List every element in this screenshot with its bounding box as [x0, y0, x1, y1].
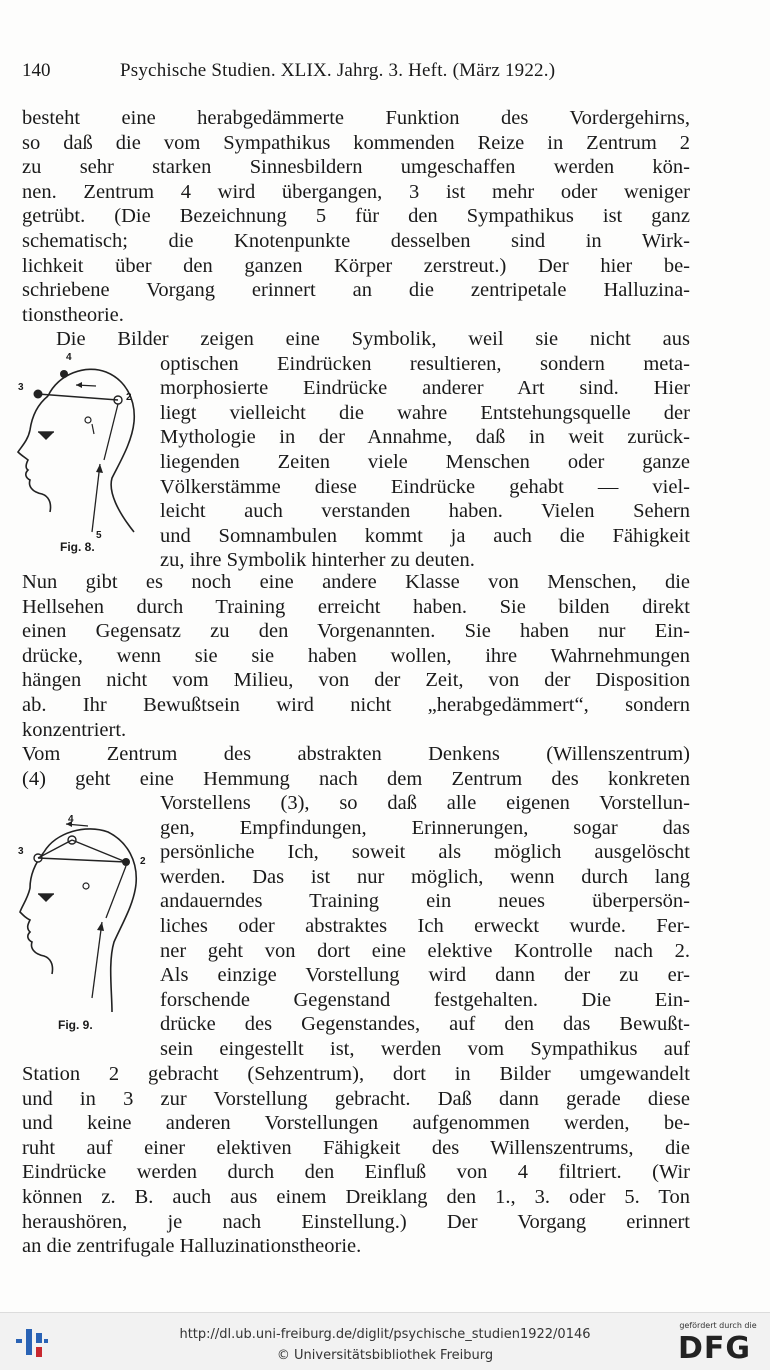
text-line: sein eingestellt ist, werden vom Sympathikus auf	[160, 1038, 690, 1060]
fig8-label-5: 5	[96, 530, 102, 541]
text-line: so daß die vom Sympathikus kommenden Reize in Zentrum 2	[22, 131, 690, 154]
text-line: Vom Zentrum des abstrakten Denkens (Willenszentrum)	[22, 743, 690, 766]
text-line: liegenden Zeiten viele Menschen oder ganze	[160, 451, 690, 473]
text-line: forschende Gegenstand festgehalten. Die Ein-	[160, 988, 690, 1011]
viewer-footer	[0, 1312, 770, 1370]
text-line: Hellsehen durch Training erreicht haben. Sie bilden direkt	[22, 595, 690, 618]
text-line: leicht auch verstanden haben. Vielen Sehern	[160, 500, 690, 523]
text-line: Vorstellens (3), so daß alle eigenen Vorstellun-	[160, 792, 690, 814]
text-line: konzentriert.	[22, 718, 127, 741]
text-line: hängen nicht vom Milieu, von der Zeit, von der Disposition	[22, 669, 690, 692]
text-line: besteht eine herabgedämmerte Funktion des Vordergehirns,	[22, 107, 690, 129]
text-line: und keine anderen Vorstellungen aufgenommen werden, be-	[22, 1112, 690, 1135]
text-line: und Somnambulen kommt ja auch die Fähigkeit	[160, 524, 690, 547]
text-line: ner geht von dort eine elektive Kontrolle nach 2.	[160, 939, 690, 962]
fig8-label-3: 3	[18, 382, 24, 393]
text-line: zu, ihre Symbolik hinterher zu deuten.	[160, 549, 475, 572]
text-line: persönliche Ich, soweit als möglich ausgelöscht	[160, 841, 690, 864]
text-line: gen, Empfindungen, Erinnerungen, sogar das	[160, 816, 690, 839]
text-line: Die Bilder zeigen eine Symbolik, weil sie nicht aus	[56, 328, 690, 350]
figure-9-head-diagram	[8, 812, 158, 1042]
text-line: drücke, wenn sie sie haben wollen, ihre Wahrnehmungen	[22, 644, 690, 667]
dfg-logo-text: DFG	[678, 1331, 752, 1366]
text-line: andauerndes Training ein neues überpersön-	[160, 890, 690, 913]
text-line: an die zentrifugale Halluzinationstheorie.	[22, 1235, 362, 1258]
running-title: Psychische Studien. XLIX. Jahrg. 3. Heft. (März 1922.)	[120, 60, 556, 81]
text-line: schriebene Vorgang erinnert an die zentripetale Halluzina-	[22, 279, 690, 302]
page-number: 140	[22, 60, 51, 81]
fig8-label-4: 4	[66, 352, 72, 363]
text-line: optischen Eindrücken resultieren, sondern meta-	[160, 352, 690, 375]
text-line: Nun gibt es noch eine andere Klasse von Menschen, die	[22, 571, 690, 593]
text-line: und in 3 zur Vorstellung gebracht. Daß dann gerade diese	[22, 1087, 690, 1110]
text-line: Eindrücke werden durch den Einfluß von 4 filtriert. (Wir	[22, 1161, 690, 1184]
text-line: Völkerstämme diese Eindrücke gehabt — viel-	[160, 475, 690, 498]
text-line: ab. Ihr Bewußtsein wird nicht „herabgedämmert“, sondern	[22, 694, 690, 716]
text-line: getrübt. (Die Bezeichnung 5 für den Sympathikus ist ganz	[22, 205, 690, 228]
text-line: Station 2 gebracht (Sehzentrum), dort in Bilder umgewandelt	[22, 1063, 690, 1085]
text-line: zu sehr starken Sinnesbildern umgeschaffen werden kön-	[22, 156, 690, 179]
text-line: nen. Zentrum 4 wird übergangen, 3 ist mehr oder weniger	[22, 180, 690, 203]
text-line: können z. B. auch aus einem Dreiklang den 1., 3. oder 5. Ton	[22, 1186, 690, 1208]
text-line: Als einzige Vorstellung wird dann der zu er-	[160, 964, 690, 987]
text-line: morphosierte Eindrücke anderer Art sind. Hier	[160, 377, 690, 400]
text-line: drücke des Gegenstandes, auf den das Bewußt-	[160, 1013, 690, 1036]
copyright-notice: © Universitätsbibliothek Freiburg	[276, 1348, 494, 1363]
text-line: ruht auf einer elektiven Fähigkeit des Willenszentrums, die	[22, 1136, 690, 1159]
document-url-link[interactable]: http://dl.ub.uni-freiburg.de/diglit/psychische_studien1922/0146	[179, 1327, 591, 1342]
text-line: heraushören, je nach Einstellung.) Der Vorgang erinnert	[22, 1210, 690, 1233]
running-header	[22, 60, 722, 88]
figure-8-head-diagram	[8, 352, 158, 562]
dfg-logo	[676, 1321, 760, 1365]
text-line: Mythologie in der Annahme, daß in weit zurück-	[160, 426, 690, 449]
text-line: schematisch; die Knotenpunkte desselben sind in Wirk-	[22, 230, 690, 252]
head-profile-icon	[8, 812, 158, 1042]
text-line: werden. Das ist nur möglich, wenn durch lang	[160, 865, 690, 888]
text-line: tionstheorie.	[22, 303, 124, 326]
head-profile-icon	[8, 352, 158, 562]
fig9-label-2: 2	[140, 856, 146, 867]
fig9-caption: Fig. 9.	[58, 1018, 93, 1032]
fig8-label-2: 2	[126, 392, 132, 403]
fig9-label-3: 3	[18, 846, 24, 857]
text-line: liches oder abstraktes Ich erweckt wurde. Fer-	[160, 915, 690, 937]
dfg-funding-text: gefördert durch die	[679, 1321, 757, 1330]
text-line: liegt vielleicht die wahre Entstehungsquelle der	[160, 401, 690, 424]
fig8-caption: Fig. 8.	[60, 540, 95, 554]
text-line: einen Gegensatz zu den Vorgenannten. Sie haben nur Ein-	[22, 620, 690, 643]
fig9-label-4: 4	[68, 814, 74, 825]
text-line: (4) geht eine Hemmung nach dem Zentrum des konkreten	[22, 767, 690, 790]
text-line: lichkeit über den ganzen Körper zerstreut.) Der hier be-	[22, 254, 690, 277]
